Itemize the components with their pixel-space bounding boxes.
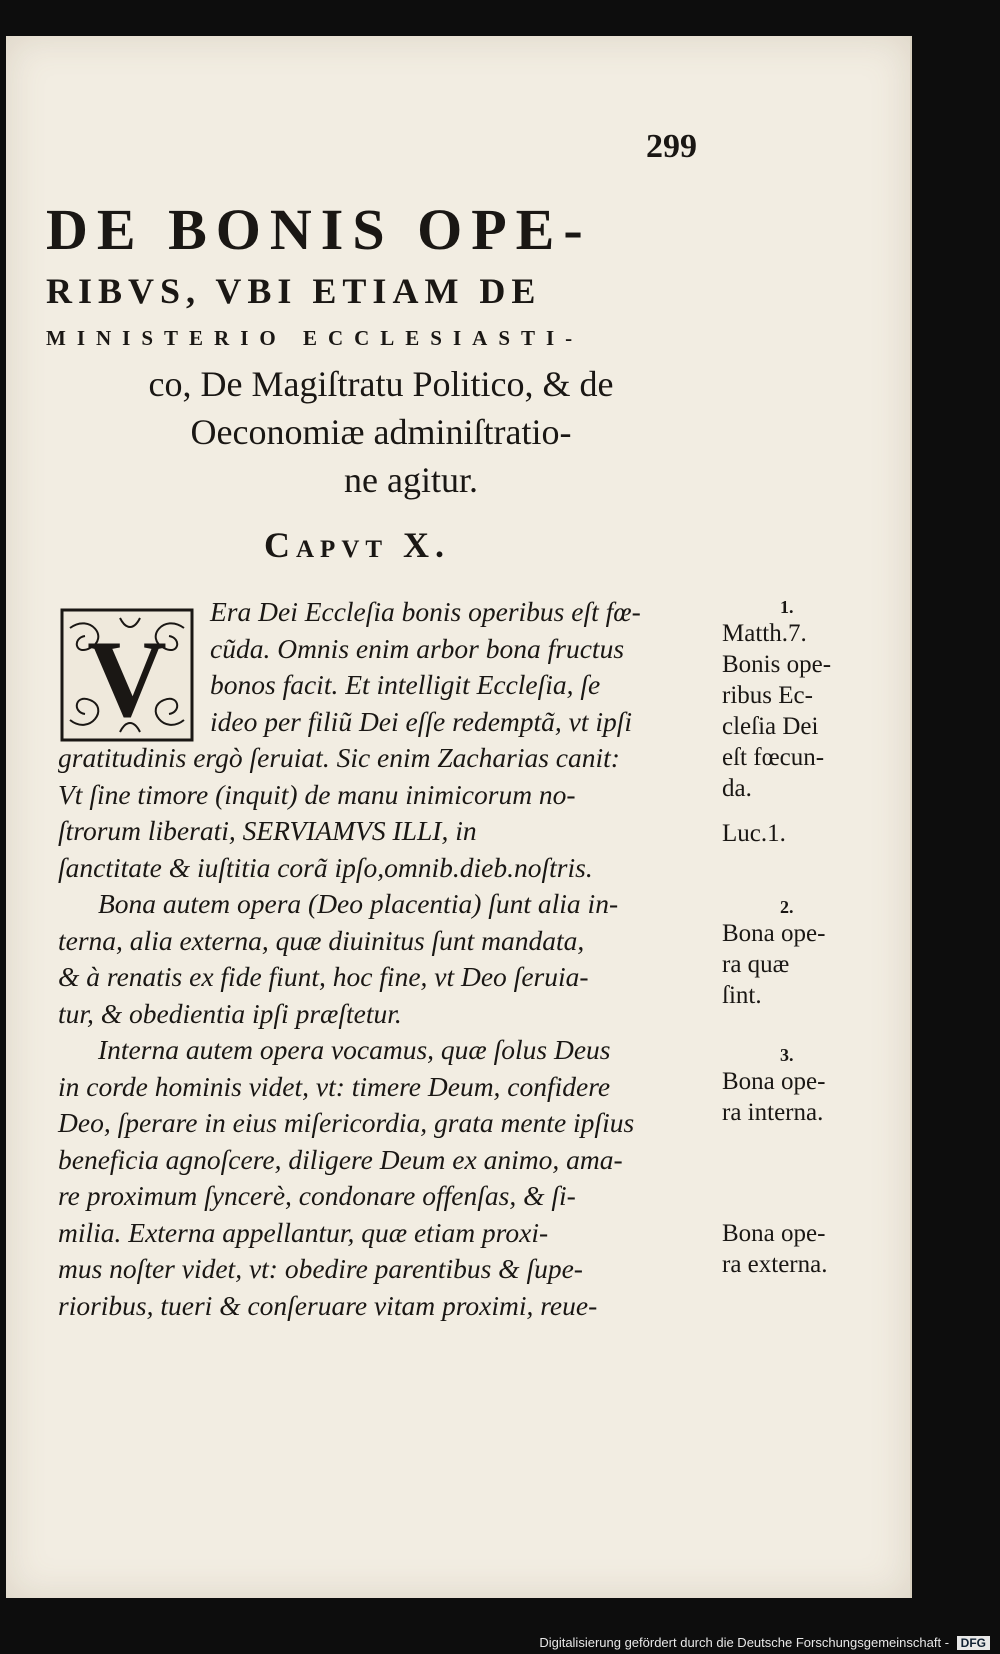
drop-cap-letter: V (87, 618, 167, 740)
heading-line-3: MINISTERIO ECCLESIASTI- (46, 326, 584, 350)
credit-text: Digitalisierung gefördert durch die Deutsche Forschungsgemeinschaft - (539, 1635, 950, 1650)
margin-note-line: eſt fœcun- (722, 744, 825, 771)
chapter-heading (46, 194, 716, 504)
margin-note-number: 3. (780, 1045, 794, 1065)
body-line: rioribus, tueri & conſeruare vitam proximi, reue- (58, 1289, 598, 1321)
body-line: mus noſter videt, vt: obedire parentibus & ſupe- (58, 1253, 583, 1284)
margin-note-line: Bona ope- (722, 1068, 826, 1095)
body-line: Deo, ſperare in eius miſericordia, grata mente ipſius (58, 1107, 635, 1138)
margin-note-line: ra quæ (722, 951, 790, 978)
body-line: tur, & obedientia ipſi præſtetur. (58, 997, 402, 1029)
body-line: re proximum ſyncerè, condonare offenſas, & ſi- (58, 1180, 576, 1211)
body-line: & à renatis ex fide fiunt, hoc fine, vt Deo ſeruia- (58, 961, 589, 992)
body-line: bonos facit. Et intelligit Eccleſia, ſe (210, 669, 601, 700)
heading-line-2: RIBVS, VBI ETIAM DE (46, 271, 542, 311)
heading-line-1: DE BONIS OPE- (46, 197, 592, 262)
margin-note-line: Matth.7. (722, 620, 807, 647)
margin-note (722, 818, 862, 849)
body-line: Vt ſine timore (inquit) de manu inimicorum no- (58, 778, 576, 810)
heading-line-6: ne agitur. (344, 460, 478, 500)
dfg-logo: DFG (957, 1636, 990, 1650)
book-page (6, 36, 912, 1598)
body-line: beneficia agnoſcere, diligere Deum ex animo, ama- (58, 1143, 623, 1175)
margin-note-line: Luc.1. (722, 820, 786, 847)
body-line: ſanctitate & iuſtitia corã ipſo,omnib.dieb.noſtris. (58, 851, 593, 883)
margin-note-line: cleſia Dei (722, 713, 819, 740)
page-number: 299 (646, 128, 697, 165)
body-line: ideo per filiũ Dei eſſe redemptã, vt ipſi (210, 705, 633, 737)
body-line: Bona autem opera (Deo placentia) ſunt alia in- (98, 888, 619, 919)
margin-note-number: 1. (780, 597, 794, 617)
margin-note-line: Bona ope- (722, 920, 826, 947)
heading-line-4: co, De Magiſtratu Politico, & de (148, 364, 614, 404)
heading-line-5: Oeconomiæ adminiſtratio- (190, 412, 572, 452)
chapter-number: Capvt X. (264, 525, 451, 565)
body-line: Era Dei Eccleſia bonis operibus eſt fœ- (210, 596, 641, 627)
body-line: in corde hominis videt, vt: timere Deum, confidere (58, 1070, 611, 1102)
margin-note-line: Bonis ope- (722, 651, 832, 678)
body-text (58, 594, 726, 1324)
margin-note (722, 1218, 862, 1280)
body-line: Interna autem opera vocamus, quæ ſolus Deus (98, 1034, 611, 1065)
margin-note (722, 1044, 862, 1128)
margin-note-line: Bona ope- (722, 1220, 826, 1247)
body-line: terna, alia externa, quæ diuinitus ſunt mandata, (58, 924, 585, 956)
margin-note-line: ra externa. (722, 1251, 828, 1278)
margin-note-line: ra interna. (722, 1099, 824, 1126)
margin-note-number: 2. (780, 897, 794, 917)
body-line: milia. Externa appellantur, quæ etiam proxi- (58, 1216, 549, 1248)
body-line: gratitudinis ergò ſeruiat. Sic enim Zacharias canit: (58, 742, 620, 773)
body-line: ſtrorum liberati, SERVIAMVS ILLI, in (58, 815, 477, 846)
digitization-credit (539, 1635, 990, 1650)
margin-note (722, 596, 862, 804)
margin-note (722, 896, 862, 1011)
margin-note-line: da. (722, 775, 752, 802)
margin-note-line: ribus Ec- (722, 682, 813, 709)
margin-note-line: ſint. (722, 982, 762, 1009)
body-line: cũda. Omnis enim arbor bona fructus (210, 632, 625, 664)
